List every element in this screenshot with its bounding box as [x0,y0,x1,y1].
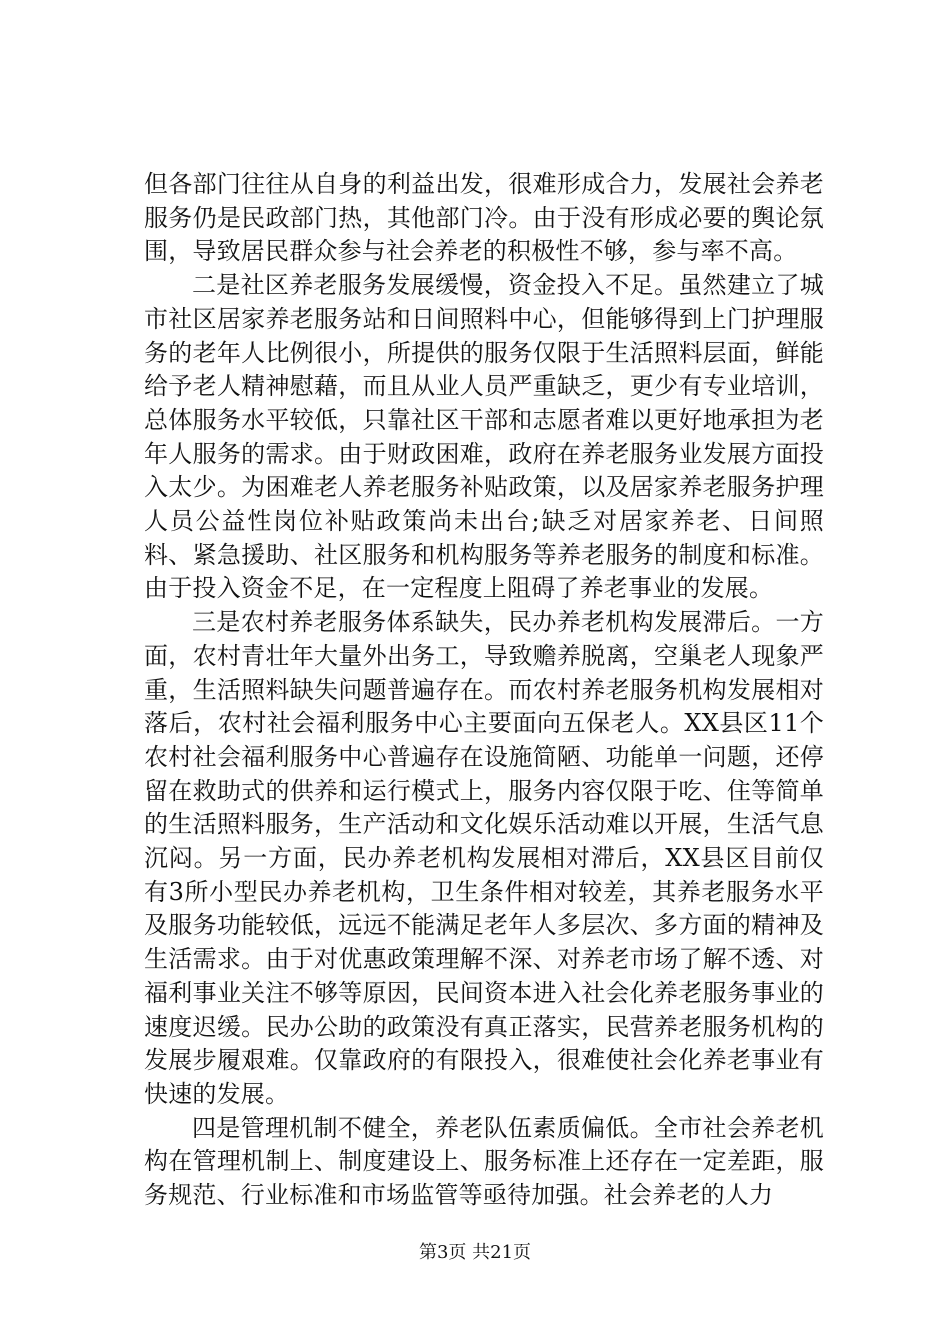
paragraph-1: 但各部门往往从自身的利益出发，很难形成合力，发展社会养老服务仍是民政部门热，其他部门冷。由于没有形成必要的舆论氛围，导致居民群众参与社会养老的积极性不够，参与率不高。 [144,170,824,266]
document-body [144,168,824,1213]
page-number-footer: 第3页 共21页 [418,1242,532,1263]
paragraph-2: 二是社区养老服务发展缓慢，资金投入不足。虽然建立了城市社区居家养老服务站和日间照料中心，但能够得到上门护理服务的老年人比例很小，所提供的服务仅限于生活照料层面，鲜能给予老人精神慰藉，而且从业人员严重缺乏，更少有专业培训，总体服务水平较低，只靠社区干部和志愿者难以更好地承担为老年人服务的需求。由于财政困难，政府在养老服务业发展方面投入太少。为困难老人养老服务补贴政策，以及居家养老服务护理人员公益性岗位补贴政策尚未出台;缺乏对居家养老、日间照料、紧急援助、社区服务和机构服务等养老服务的制度和标准。由于投入资金不足，在一定程度上阻碍了养老事业的发展。 [144,271,824,603]
paragraph-4: 四是管理机制不健全，养老队伍素质偏低。全市社会养老机构在管理机制上、制度建设上、服务标准上还存在一定差距，服务规范、行业标准和市场监管等亟待加强。社会养老的人力 [144,1113,824,1210]
paragraph-3: 三是农村养老服务体系缺失，民办养老机构发展滞后。一方面，农村青壮年大量外出务工，导致赡养脱离，空巢老人现象严重，生活照料缺失问题普遍存在。而农村养老服务机构发展相对落后，农村社会福利服务中心主要面向五保老人。XX县区11个农村社会福利服务中心普遍存在设施简陋、功能单一问题，还停留在救助式的供养和运行模式上，服务内容仅限于吃、住等简单的生活照料服务，生产活动和文化娱乐活动难以开展，生活气息沉闷。另一方面，民办养老机构发展相对滞后，XX县区目前仅有3所小型民办养老机构，卫生条件相对较差，其养老服务水平及服务功能较低，远远不能满足老年人多层次、多方面的精神及生活需求。由于对优惠政策理解不深、对养老市场了解不透、对福利事业关注不够等原因，民间资本进入社会化养老服务事业的速度迟缓。民办公助的政策没有真正落实，民营养老服务机构的发展步履艰难。仅靠政府的有限投入，很难使社会化养老事业有快速的发展。 [144,608,824,1108]
